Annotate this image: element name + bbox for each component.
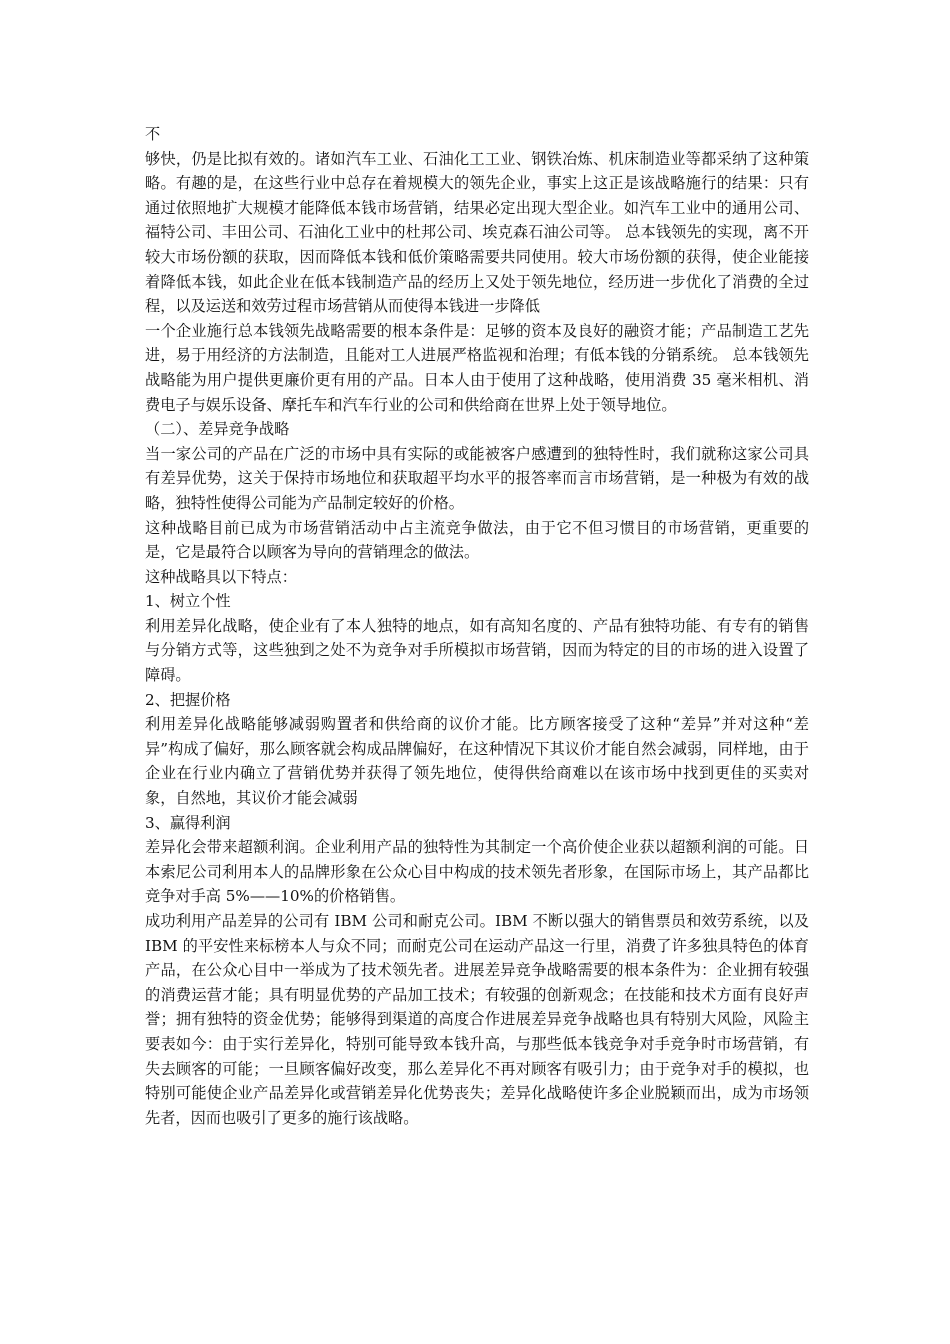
subheading-price: 2、把握价格 bbox=[145, 690, 231, 709]
section-heading-differentiation: （二）、差异竞争战略 bbox=[145, 420, 290, 439]
subheading-profit: 3、赢得利润 bbox=[145, 813, 231, 832]
document-body bbox=[145, 122, 809, 1130]
paragraph-fragment: 不 bbox=[145, 125, 161, 143]
paragraph-cost-leadership: 够快，仍是比拟有效的。诸如汽车工业、石油化工工业、钢铁冶炼、机床制造业等都采纳了这种策略。有趣的是，在这些行业中总存在着规模大的领先企业，事实上这正是该战略施行的结果：只有通过依照地扩大规模才能降低本钱市场营销，结果必定出现大型企业。如汽车工业中的通用公司、福特公司、丰田公司、石油化工业中的杜邦公司、埃克森石油公司等。 总本钱领先的实现，离不开较大市场份额的获取，因而降低本钱和低价策略需要共同使用。较大市场份额的获得，使企业能接着降低本钱，如此企业在低本钱制造产品的经历上又处于领先地位，经历进一步优化了消费的全过程，以及运送和效劳过程市场营销从而使得本钱进一步降低 bbox=[145, 149, 809, 316]
paragraph-basic-conditions: 一个企业施行总本钱领先战略需要的根本条件是：足够的资本及良好的融资才能；产品制造工艺先进，易于用经济的方法制造，且能对工人进展严格监视和治理；有低本钱的分销系统。 总本钱领先战略能为用户提供更廉价更有用的产品。日本人由于使用了这种战略，使用消费 35 毫米相机、消费电子与娱乐设备、摩托车和汽车行业的公司和供给商在世界上处于领导地位。 bbox=[145, 321, 809, 414]
paragraph-individuality: 利用差异化战略，使企业有了本人独特的地点，如有高知名度的、产品有独特功能、有专有的销售与分销方式等，这些独到之处不为竞争对手所模拟市场营销，因而为特定的目的市场的进入设置了障碍。 bbox=[145, 616, 809, 685]
paragraph-features-intro: 这种战略具以下特点： bbox=[145, 567, 297, 586]
paragraph-mainstream: 这种战略目前已成为市场营销活动中占主流竞争做法，由于它不但习惯目的市场营销，更重要的是，它是最符合以顾客为导向的营销理念的做法。 bbox=[145, 518, 809, 562]
paragraph-profit: 差异化会带来超额利润。企业利用产品的独特性为其制定一个高价使企业获以超额利润的可能。日本索尼公司利用本人的品牌形象在公众心目中构成的技术领先者形象，在国际市场上，其产品都比竞争对手高 5%——10%的价格销售。 bbox=[145, 838, 809, 906]
paragraph-price: 利用差异化战略能够减弱购置者和供给商的议价才能。比方顾客接受了这种“差异”并对这种“差异”构成了偏好，那么顾客就会构成品牌偏好，在这种情况下其议价才能自然会减弱，同样地，由于企业在行业内确立了营销优势并获得了领先地位，使得供给商难以在该市场中找到更佳的买卖对象，自然地，其议价才能会减弱 bbox=[145, 715, 809, 808]
paragraph-differentiation-intro: 当一家公司的产品在广泛的市场中具有实际的或能被客户感遭到的独特性时，我们就称这家公司具有差异优势，这关于保持市场地位和获取超平均水平的报答率而言市场营销，是一种极为有效的战略，独特性使得公司能为产品制定较好的价格。 bbox=[145, 444, 809, 512]
subheading-individuality: 1、树立个性 bbox=[145, 592, 231, 611]
paragraph-examples-risks: 成功利用产品差异的公司有 IBM 公司和耐克公司。IBM 不断以强大的销售票员和效劳系统，以及 IBM 的平安性来标榜本人与众不同；而耐克公司在运动产品这一行里，消费了许多独具特色的体育产品，在公众心目中一举成为了技术领先者。进展差异竞争战略需要的根本条件为：企业拥有较强的消费运营才能；具有明显优势的产品加工技术；有较强的创新观念；在技能和技术方面有良好声誉；拥有独特的资金优势；能够得到渠道的高度合作进展差异竞争战略也具有特别大风险，风险主要表如今：由于实行差异化，特别可能导致本钱升高，与那些低本钱竞争对手竞争时市场营销，有失去顾客的可能；一旦顾客偏好改变，那么差异化不再对顾客有吸引力；由于竞争对手的模拟，也特别可能使企业产品差异化或营销差异化优势丧失；差异化战略使许多企业脱颖而出，成为市场领先者，因而也吸引了更多的施行该战略。 bbox=[145, 912, 809, 1127]
